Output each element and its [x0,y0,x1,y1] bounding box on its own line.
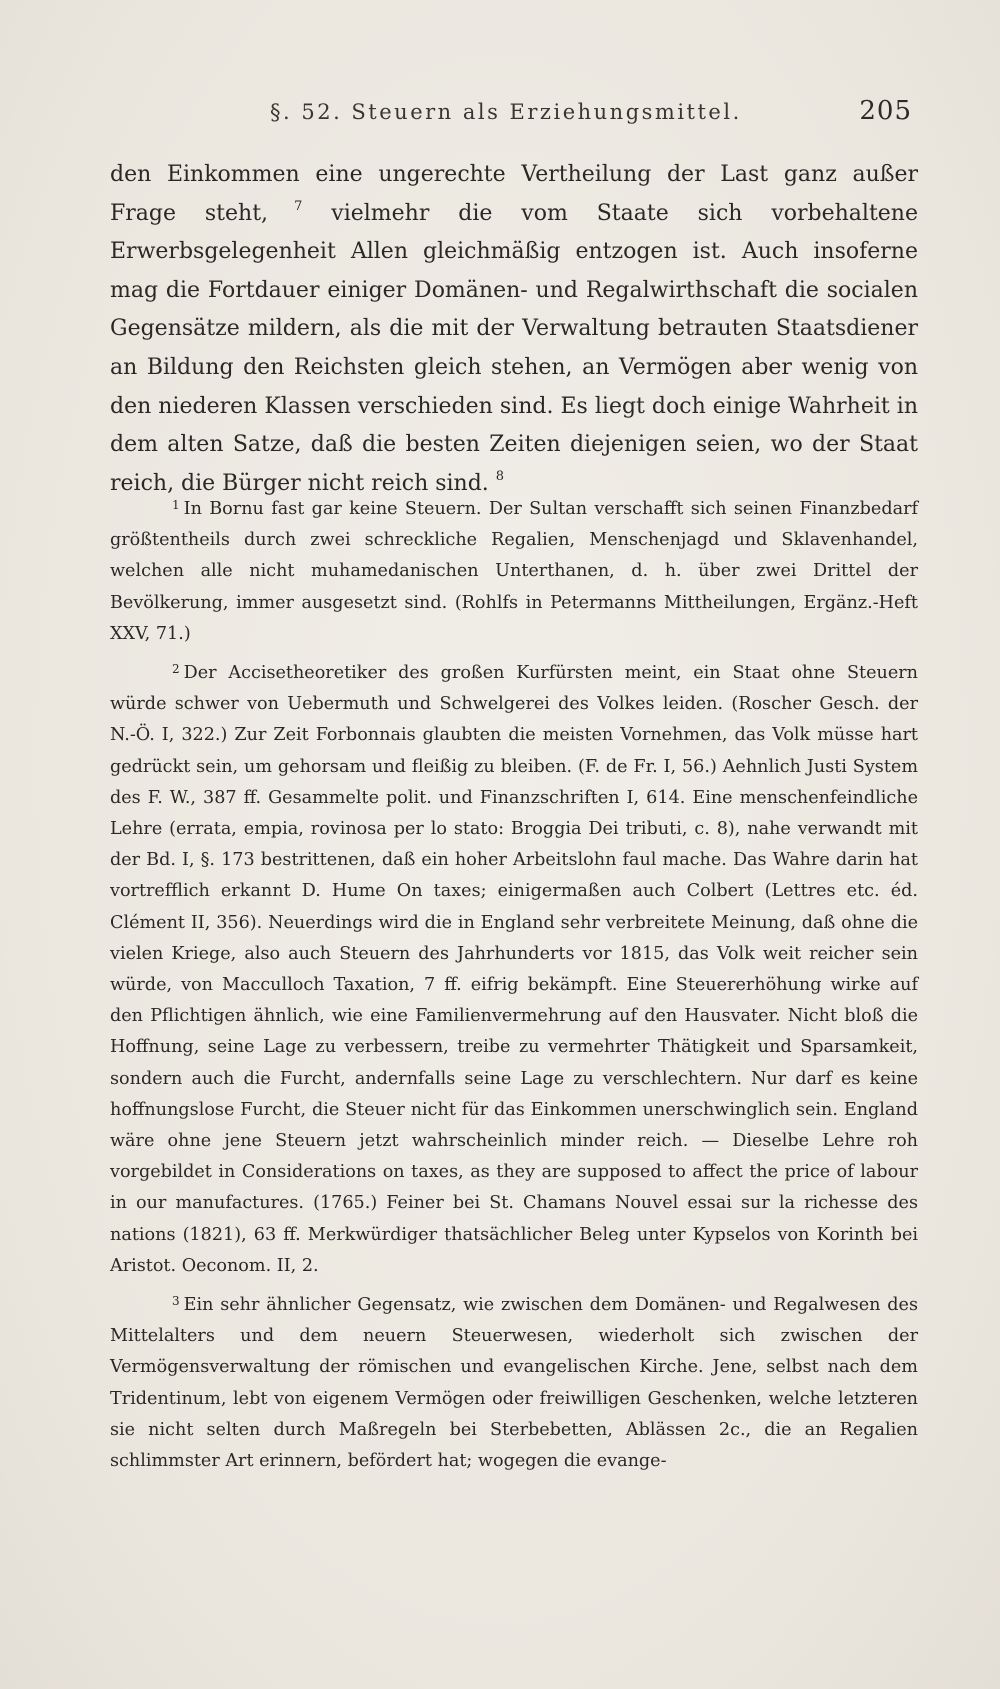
page-number: 205 [859,96,912,126]
footnote-number: 2 [172,662,180,677]
running-title: §. 52. Steuern als Erziehungsmittel. [270,100,742,124]
footnote-reference-7: 7 [268,198,303,214]
footnote-number: 3 [172,1294,180,1309]
footnotes [110,494,918,1485]
footnote-2 [110,658,918,1282]
footnote-text: In Bornu fast gar keine Steuern. Der Sultan verschafft sich seinen Finanzbedarf größtentheils durch zwei schreckliche Regalien, Menschenjagd und Sklavenhandel, welchen alle nicht muhamedanischen Unterthanen, d. h. über zwei Drittel der Bevölkerung, immer ausgesetzt sind. (Rohlfs in Petermanns Mittheilungen, Ergänz.-Heft XXV, 71.) [110,499,918,644]
footnote-text: Der Accisetheoretiker des großen Kurfürsten meint, ein Staat ohne Steuern würde schwer von Uebermuth und Schwelgerei des Volkes leiden. (Roscher Gesch. der N.-Ö. I, 322.) Zur Zeit Forbonnais glaubten die meisten Vornehmen, das Volk müsse hart gedrückt sein, um gehorsam und fleißig zu bleiben. (F. de Fr. I, 56.) Aehnlich Justi System des F. W., 387 ff. Gesammelte polit. und Finanzschriften I, 614. Eine menschenfeindliche Lehre (errata, empia, rovinosa per lo stato: Broggia Dei tributi, c. 8), nahe verwandt mit der Bd. I, §. 173 bestrittenen, daß ein hoher Arbeitslohn faul mache. Das Wahre darin hat vortrefflich erkannt D. Hume On taxes; einigermaßen auch Colbert (Lettres etc. éd. Clément II, 356). Neuerdings wird die in England sehr verbreitete Meinung, daß ohne die vielen Kriege, also auch Steuern des Jahrhunderts vor 1815, das Volk weit reicher sein würde, von Macculloch Taxation, 7 ff. eifrig bekämpft. Eine Steuererhöhung wirke auf den Pflichtigen ähnlich, wie eine Familienvermehrung auf den Hausvater. Nicht bloß die Hoffnung, seine Lage zu verbessern, treibe zu vermehrter Thätigkeit und Sparsamkeit, sondern auch die Furcht, andernfalls seine Lage zu verschlechtern. Nur darf es keine hoffnungslose Furcht, die Steuer nicht für das Einkommen unerschwinglich sein. England wäre ohne jene Steuern jetzt wahrscheinlich minder reich. — Dieselbe Lehre roh vorgebildet in Considerations on taxes, as they are supposed to affect the price of labour in our manufactures. (1765.) Feiner bei St. Chamans Nouvel essai sur la richesse des nations (1821), 63 ff. Merkwürdiger thatsächlicher Beleg unter Kypselos von Korinth bei Aristot. Oeconom. II, 2. [110,663,918,1276]
page-header [270,96,912,140]
body-text-main: den Einkommen eine ungerechte Vertheilung der Last ganz außer Frage steht, $^7$ vielmehr die vom Staate sich vorbehaltene Erwerbsgelegenheit Allen gleichmäßig entzogen ist. Auch insoferne mag die Fortdauer einiger Domänen- und Regalwirthschaft die socialen Gegensätze mildern, als die mit der Verwaltung betrauten Staatsdiener an Bildung den Reichsten gleich stehen, an Vermögen aber wenig von den niederen Klassen verschieden sind. Es liegt doch einige Wahrheit in dem alten Satze, daß die besten Zeiten diejenigen seien, wo der Staat reich, die Bürger nicht reich sind. $^8$ [110,162,918,496]
footnote-number: 1 [172,498,180,512]
footnote-1 [110,494,918,650]
footnote-text: Ein sehr ähnlicher Gegensatz, wie zwischen dem Domänen- und Regalwesen des Mittelalters und dem neuern Steuerwesen, wiederholt sich zwischen der Vermögensverwaltung der römischen und evangelischen Kirche. Jene, selbst nach dem Tridentinum, lebt von eigenem Vermögen oder freiwilligen Geschenken, welche letzteren sie nicht selten durch Maßregeln bei Sterbebetten, Ablässen 2c., die an Regalien schlimmster Art erinnern, befördert hat; wogegen die evange- [110,1295,918,1472]
footnote-3 [110,1290,918,1477]
body-paragraph [110,156,918,503]
footnote-reference-8: 8 [495,468,505,484]
